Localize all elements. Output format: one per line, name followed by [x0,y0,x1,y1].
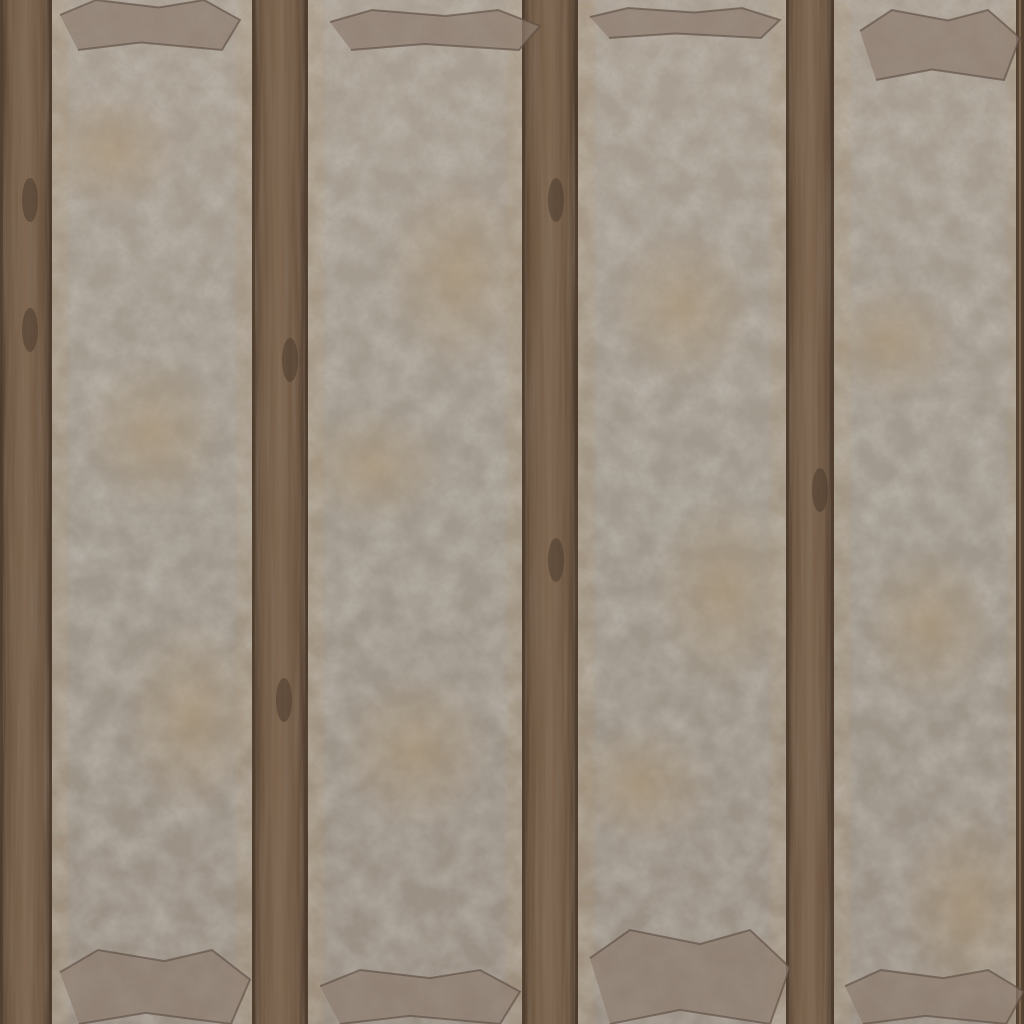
wood-edge [252,0,255,1024]
plaster-panel [568,0,797,1024]
stone-chunk [60,950,250,1024]
wood-batten [522,0,578,1024]
plaster-stain [651,490,797,690]
stone-chunk [590,930,790,1024]
plaster-stain [42,90,182,210]
wood-knot [282,338,298,382]
wood-knot [22,308,38,352]
stone-chunk [860,10,1020,80]
wood-edge [831,0,834,1024]
wood-knot [548,538,564,582]
plaster-stain [825,281,958,401]
wood-grain [786,0,834,1024]
wood-edge [0,0,3,1024]
wood-knot [812,468,828,512]
wood-batten [786,0,834,1024]
wood-edge [305,0,308,1024]
plaster-stain [122,616,262,816]
plaster-stain [340,670,490,830]
plaster-stain [863,544,996,704]
wood-batten [252,0,308,1024]
wood-grain [522,0,578,1024]
wood-grain [252,0,308,1024]
wood-edge [1016,0,1019,1024]
plaster-panel [825,0,1024,1024]
plaster-panel [297,0,532,1024]
plaster-stain [568,724,714,844]
wood-grain [0,0,52,1024]
plaster-panel [42,0,262,1024]
wood-knot [548,178,564,222]
wood-batten [1016,0,1024,1024]
wood-knot [22,178,38,222]
wood-knot [276,678,292,722]
wood-batten [0,0,52,1024]
wood-edge [522,0,525,1024]
plaster-stain [383,173,533,373]
plaster-stain [82,353,222,513]
wood-edge [786,0,789,1024]
wood-edge [49,0,52,1024]
wood-edge [575,0,578,1024]
plaster-stain [297,407,447,527]
plaster-stain [609,227,755,387]
